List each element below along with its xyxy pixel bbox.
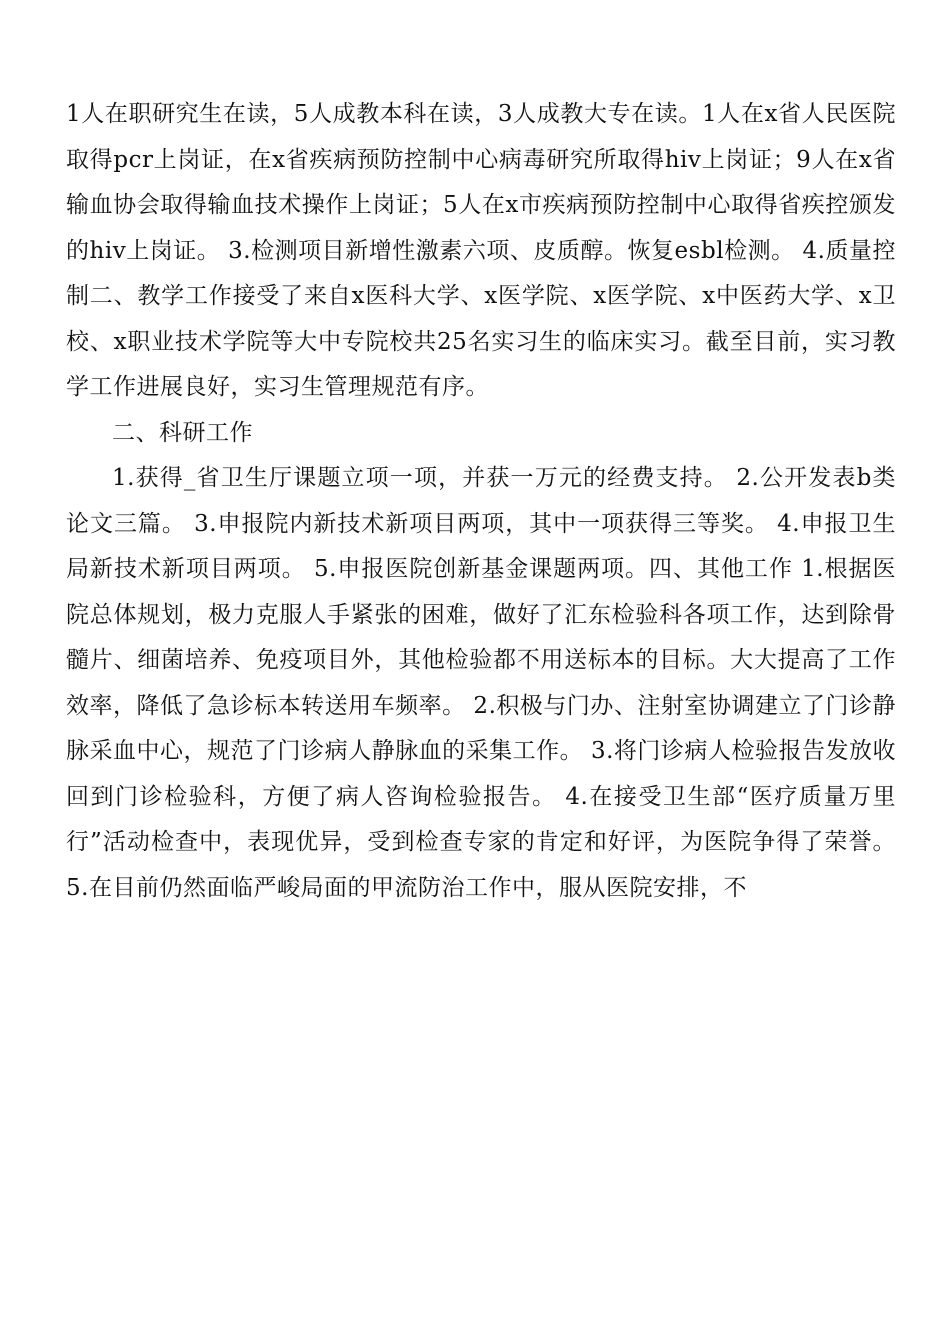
section-heading-research: 二、科研工作 xyxy=(112,419,253,446)
document-page xyxy=(66,92,896,911)
paragraph-research-other-work: 1.获得_省卫生厅课题立项一项，并获一万元的经费支持。 2.公开发表b类论文三篇。 3.申报院内新技术新项目两项，其中一项获得三等奖。 4.申报卫生局新技术新项目两项。 5.申报医院创新基金课题两项。四、其他工作 1.根据医院总体规划，极力克服人手紧张的困难，做好了汇东检验科各项工作，达到除骨髓片、细菌培养、免疫项目外，其他检验都不用送标本的目标。大大提高了工作效率，降低了急诊标本转送用车频率。 2.积极与门办、注射室协调建立了门诊静脉采血中心，规范了门诊病人静脉血的采集工作。 3.将门诊病人检验报告发放收回到门诊检验科，方便了病人咨询检验报告。 4.在接受卫生部“医疗质量万里行”活动检查中，表现优异，受到检查专家的肯定和好评，为医院争得了荣誉。 5.在目前仍然面临严峻局面的甲流防治工作中，服从医院安排，不 xyxy=(66,465,896,901)
paragraph-staff-education-teaching: 1人在职研究生在读，5人成教本科在读，3人成教大专在读。1人在x省人民医院取得pcr上岗证，在x省疾病预防控制中心病毒研究所取得hiv上岗证；9人在x省输血协会取得输血技术操作上岗证；5人在x市疾病预防控制中心取得省疾控颁发的hiv上岗证。 3.检测项目新增性激素六项、皮质醇。恢复esbl检测。 4.质量控制二、教学工作接受了来自x医科大学、x医学院、x医学院、x中医药大学、x卫校、x职业技术学院等大中专院校共25名实习生的临床实习。截至目前，实习教学工作进展良好，实习生管理规范有序。 xyxy=(66,101,896,400)
